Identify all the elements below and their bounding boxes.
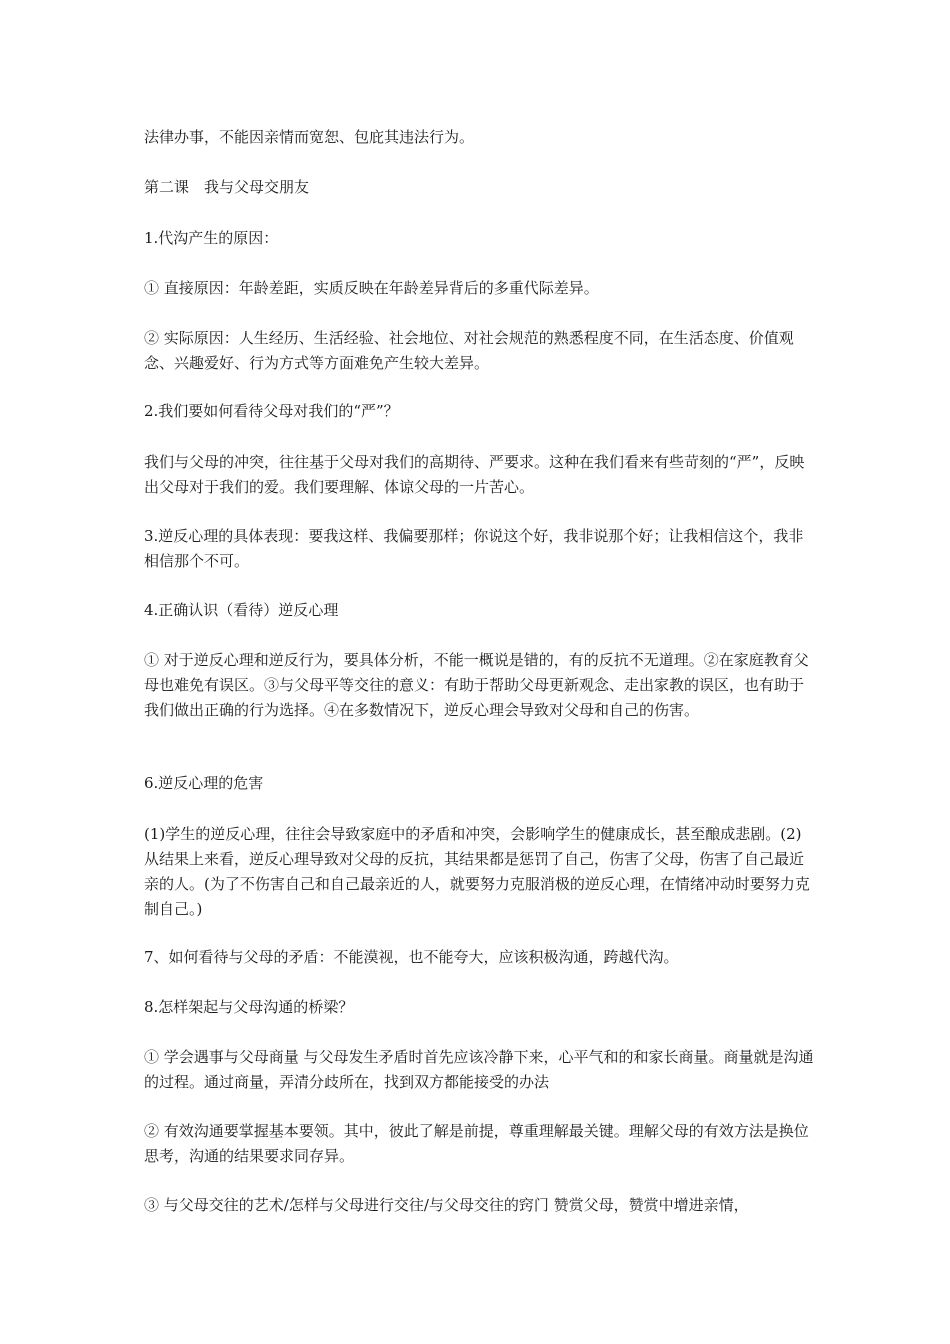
paragraph-rebellious-analysis: ① 对于逆反心理和逆反行为，要具体分析，不能一概说是错的，有的反抗不无道理。②在家庭教育父母也难免有误区。③与父母平等交往的意义：有助于帮助父母更新观念、走出家教的误区，也有助于我们做出正确的行为选择。④在多数情况下，逆反心理会导致对父母和自己的伤害。 [144, 651, 809, 719]
section-heading-rebellious-psychology: 4.正确认识（看待）逆反心理 [144, 601, 339, 619]
section-heading-strictness: 2.我们要如何看待父母对我们的“严”？ [144, 402, 399, 420]
paragraph-conflict-attitude: 7、如何看待与父母的矛盾：不能漠视，也不能夸大，应该积极沟通，跨越代沟。 [144, 948, 679, 966]
paragraph-direct-cause: ① 直接原因：年龄差距，实质反映在年龄差异背后的多重代际差异。 [144, 279, 599, 297]
paragraph-continuation: 法律办事，不能因亲情而宽恕、包庇其违法行为。 [144, 128, 475, 146]
paragraph-actual-cause: ② 实际原因：人生经历、生活经验、社会地位、对社会规范的熟悉程度不同，在生活态度、价值观念、兴趣爱好、行为方式等方面难免产生较大差异。 [144, 329, 794, 372]
section-heading-harm: 6.逆反心理的危害 [144, 774, 264, 792]
paragraph-rebellious-behavior: 3.逆反心理的具体表现：要我这样、我偏要那样；你说这个好，我非说那个好；让我相信这个，我非相信那个不可。 [144, 527, 804, 570]
paragraph-effective-communication: ② 有效沟通要掌握基本要领。其中，彼此了解是前提，尊重理解最关键。理解父母的有效方法是换位思考，沟通的结果要求同存异。 [144, 1122, 809, 1165]
section-heading-communication-bridge: 8.怎样架起与父母沟通的桥梁？ [144, 998, 354, 1016]
paragraph-strictness-answer: 我们与父母的冲突，往往基于父母对我们的高期待、严要求。这种在我们看来有些苛刻的“严”，反映出父母对于我们的爱。我们要理解、体谅父母的一片苦心。 [144, 453, 805, 496]
paragraph-discuss-with-parents: ① 学会遇事与父母商量 与父母发生矛盾时首先应该冷静下来，心平气和的和家长商量。商量就是沟通的过程。通过商量，弄清分歧所在，找到双方都能接受的办法 [144, 1048, 814, 1091]
lesson-heading: 第二课 我与父母交朋友 [144, 178, 310, 196]
paragraph-harm: (1)学生的逆反心理，往往会导致家庭中的矛盾和冲突，会影响学生的健康成长，甚至酿成悲剧。(2) 从结果上来看，逆反心理导致对父母的反抗，其结果都是惩罚了自己，伤害了父母，伤害了自己最近亲的人。(为了不伤害自己和自己最亲近的人，就要努力克服消极的逆反心理，在情绪冲动时要努力克制自己。) [144, 825, 810, 918]
paragraph-interaction-art: ③ 与父母交往的艺术/怎样与父母进行交往/与父母交往的窍门 赞赏父母，赞赏中增进亲情， [144, 1196, 749, 1214]
section-heading-generation-gap-causes: 1.代沟产生的原因： [144, 229, 279, 247]
